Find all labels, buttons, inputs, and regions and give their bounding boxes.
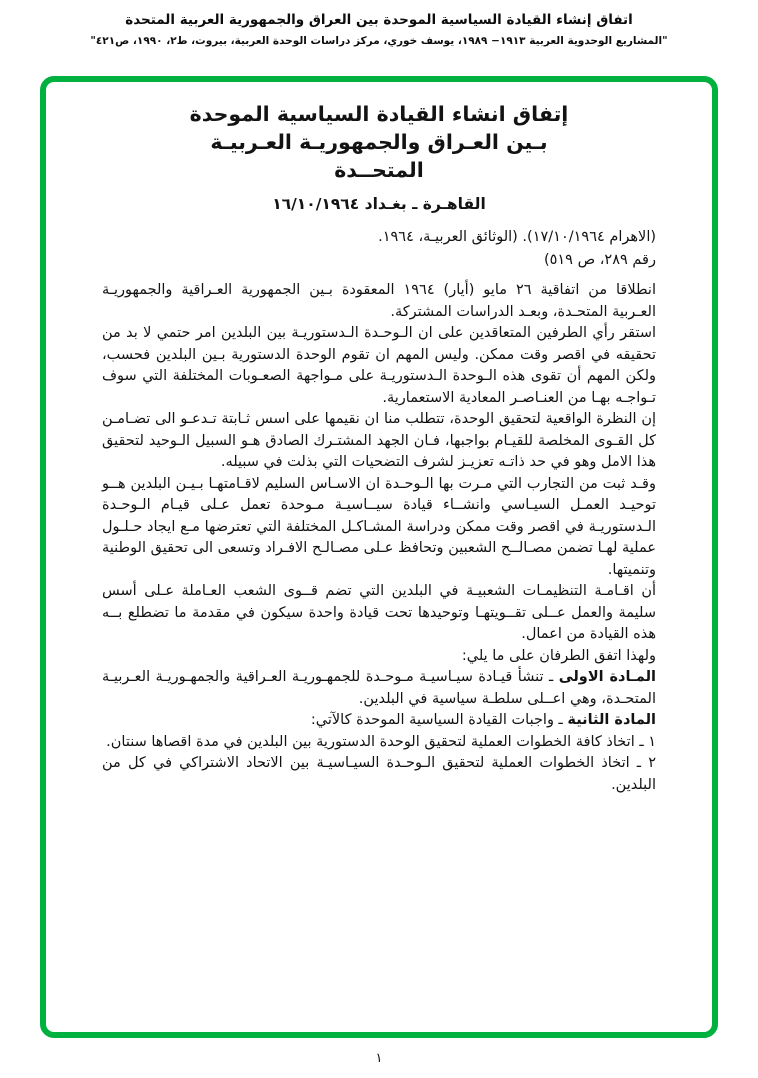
document-dateline: القاهـرة ـ بغـداد ١٦/١٠/١٩٦٤ (272, 195, 486, 213)
document-frame (40, 76, 718, 1038)
page-number: ١ (375, 1051, 383, 1066)
paragraph: انطلاقا من اتفاقية ٢٦ مايو (أيار) ١٩٦٤ المعقودة بـين الجمهورية العـراقية والجمهوريـة العـربية المتحـدة، وبعـد الدراسات المشتركة. (102, 282, 656, 320)
paragraph: أن اقـامـة التنظيمـات الشعبيـة في البلدين التي تضم قــوى الشعب العـاملة عـلى أسس سليمة والعمل عــلى تقــويتهـا وتوحيدها تحت قيادة واحدة سيكون في مقدمة ما تضطلع بــه هذه القيادة من اعمال. (102, 583, 656, 642)
paragraph: المـادة الاولى ـ تنشأ قيـادة سيـاسيـة مـوحـدة للجمهـوريـة العـراقية والجمهـوريـة العـربيـة المتحـدة، وهي اعــلى سلطـة سياسية في البلدين. (102, 669, 656, 707)
paragraph: المادة الثانية ـ واجبات القيادة السياسية الموحدة كالآتي: (310, 712, 656, 728)
document-paragraphs (102, 280, 656, 796)
header-citation: "المشاريع الوحدوية العربية ١٩١٣− ١٩٨٩، يوسف خوري، مركز دراسات الوحدة العربية، بيروت، ط٢، ١٩٩٠، ص٤٢١" (90, 35, 668, 47)
document-title-line: المتحــدة (334, 158, 424, 182)
document-title-line: بـين العـراق والجمهوريـة العـربيـة (210, 130, 548, 154)
source-line: رقم ٢٨٩، ص ٥١٩) (543, 252, 656, 268)
paragraph: استقر رأي الطرفين المتعاقدين على ان الـوحـدة الـدستوريـة بين البلدين امر حتمي لا بد من تحقيقه في اقصر وقت ممكن. وليس المهم ان تقوم الوحدة الدستورية بـين البلدين فحسب، ولكن المهم أن تقوى هذه الـوحدة الـدستوريـة على مـواجهة الصعـوبات المختلفة التي سوف تـواجـه بهـا من العنـاصـر المعادية الاستعمارية. (102, 325, 656, 406)
document-title-line: إتفاق انشاء القيادة السياسية الموحدة (189, 102, 569, 126)
document-source (102, 226, 656, 272)
paragraph: ١ ـ اتخاذ كافة الخطوات العملية لتحقيق الوحدة الدستورية بين البلدين في مدة اقصاها سنتان. (106, 733, 656, 750)
source-line: (الاهرام ١٧/١٠/١٩٦٤). (الوثائق العربيـة، ١٩٦٤. (378, 229, 656, 245)
header-title: اتفاق إنشاء القيادة السياسية الموحدة بين العراق والجمهورية العربية المتحدة (125, 12, 633, 28)
document-body (46, 82, 712, 796)
document-title (102, 100, 656, 184)
page-header (0, 0, 758, 47)
paragraph-lead: المـادة الاولى (558, 669, 656, 685)
paragraph: وقـد ثبت من التجارب التي مـرت بها الـوحـدة ان الاسـاس السليم لاقـامتهـا بـيـن البلدين هــو توحيـد العمـل السيـاسي وانشــاء قيادة سيــاسيـة مـوحدة تعمل عـلى قيـام الـوحـدة الـدستوريـة في اقصر وقت ممكن ودراسة المشـاكـل المختلفة التي تعترضها مـع ايجاد حـلـول عملية لهـا تضمن مصـالــح الشعبين وتحافظ عـلى مصـالـح الافـراد وتسعى الى تحقيق الوطنية وتنميتها. (102, 475, 656, 578)
paragraph: ولهذا اتفق الطرفان على ما يلي: (461, 647, 656, 664)
paragraph: إن النظرة الواقعية لتحقيق الوحدة، تتطلب منا ان نقيمها على اسس ثـابتة تـدعـو الى تضـامـن كل القـوى المخلصة للقيـام بواجبها، فـان الجهد المشتـرك الصادق هـو السبيل الـوحيد لتحقيق هذا الامل وهو في حد ذاتـه تعزيـز لشرف التضحيات التي بذلت في سبيله. (102, 411, 656, 470)
paragraph: ٢ ـ اتخاذ الخطوات العملية لتحقيق الـوحـدة السيـاسيـة بين الاتحاد الاشتراكي في كل من البلدين. (102, 755, 656, 793)
paragraph-lead: المادة الثانية (567, 712, 656, 728)
